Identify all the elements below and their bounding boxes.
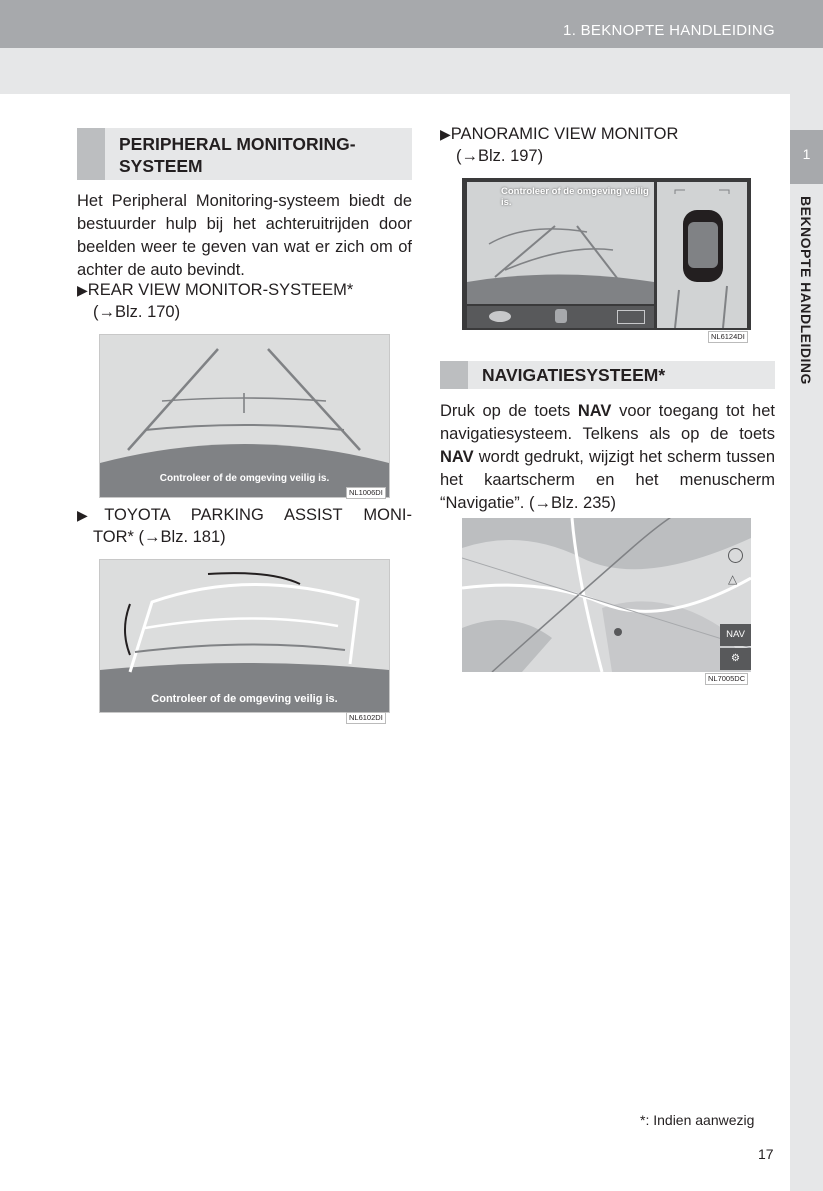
panoramic-caption: Controleer of de omgeving veilig is. <box>501 186 649 208</box>
panoramic-figure <box>462 178 751 330</box>
sidebar-label: BEKNOPTE HANDLEIDING <box>798 196 814 385</box>
section-header-peripheral <box>77 128 412 180</box>
nav-paragraph: Druk op de toets NAV voor toegang tot het navigatiesysteem. Telkens als op de toets NAV wordt gedrukt, wijzigt het scherm tussen het kaartscherm en het menuscherm “Navigatie”. (→Blz. 235) <box>440 402 775 512</box>
car-icon <box>555 309 567 323</box>
intro-paragraph: Het Peripheral Monitoring-systeem biedt de bestuurder hulp bij het achteruitrijden door beelden weer te geven van wat er zich om of achter de auto bevindt. <box>77 192 412 279</box>
map-drawing <box>462 518 751 672</box>
compass-icon[interactable] <box>728 548 743 563</box>
section-title-nav: NAVIGATIESYSTEEM* <box>482 365 666 385</box>
footnote: *: Indien aanwezig <box>640 1112 755 1128</box>
gear-icon: ⚙ <box>731 653 740 664</box>
rear-view-figure <box>99 334 390 498</box>
warning-icon[interactable]: △ <box>728 572 738 586</box>
section-marker <box>77 128 105 180</box>
parking-assist-caption: Controleer of de omgeving veilig is. <box>151 693 338 705</box>
navigation-map-figure <box>462 518 751 672</box>
panoramic-camera-view <box>467 182 654 304</box>
triangle-bullet-icon: ▶ <box>440 126 451 142</box>
figure-code: NL6102DI <box>346 712 386 724</box>
figure-code: NL1006DI <box>346 487 386 499</box>
figure-code: NL6124DI <box>708 331 748 343</box>
section-marker <box>440 361 468 389</box>
section-title: PERIPHERAL MONITORING- SYSTEEM <box>119 134 356 176</box>
header-band <box>0 48 823 94</box>
figure-code: NL7005DC <box>705 673 748 685</box>
chapter-header: 1. BEKNOPTE HANDLEIDING <box>563 22 775 39</box>
section-header-navigation <box>440 361 775 389</box>
item-rear-view: ▶REAR VIEW MONITOR-SYSTEEM* (→Blz. 170) <box>77 281 354 321</box>
panoramic-toolbar <box>467 306 654 328</box>
settings-button[interactable] <box>720 648 751 670</box>
triangle-bullet-icon: ▶ <box>77 282 88 298</box>
page-number: 17 <box>758 1146 774 1162</box>
rear-view-caption: Controleer of de omgeving veilig is. <box>159 473 330 484</box>
top-header-bar <box>0 0 823 48</box>
parking-assist-figure <box>99 559 390 713</box>
parking-assist-lines <box>100 560 389 712</box>
panoramic-top-view <box>657 182 747 328</box>
item-parking-assist: ▶TOYOTA PARKING ASSIST MONI- TOR* (→Blz. 181) <box>77 506 412 546</box>
sidebar-tab-number: 1 <box>790 130 823 184</box>
view-icon <box>617 310 645 324</box>
item-panoramic: ▶PANORAMIC VIEW MONITOR (→Blz. 197) <box>440 125 679 165</box>
camera-icon <box>489 311 511 322</box>
nav-button[interactable]: NAV <box>720 624 751 646</box>
